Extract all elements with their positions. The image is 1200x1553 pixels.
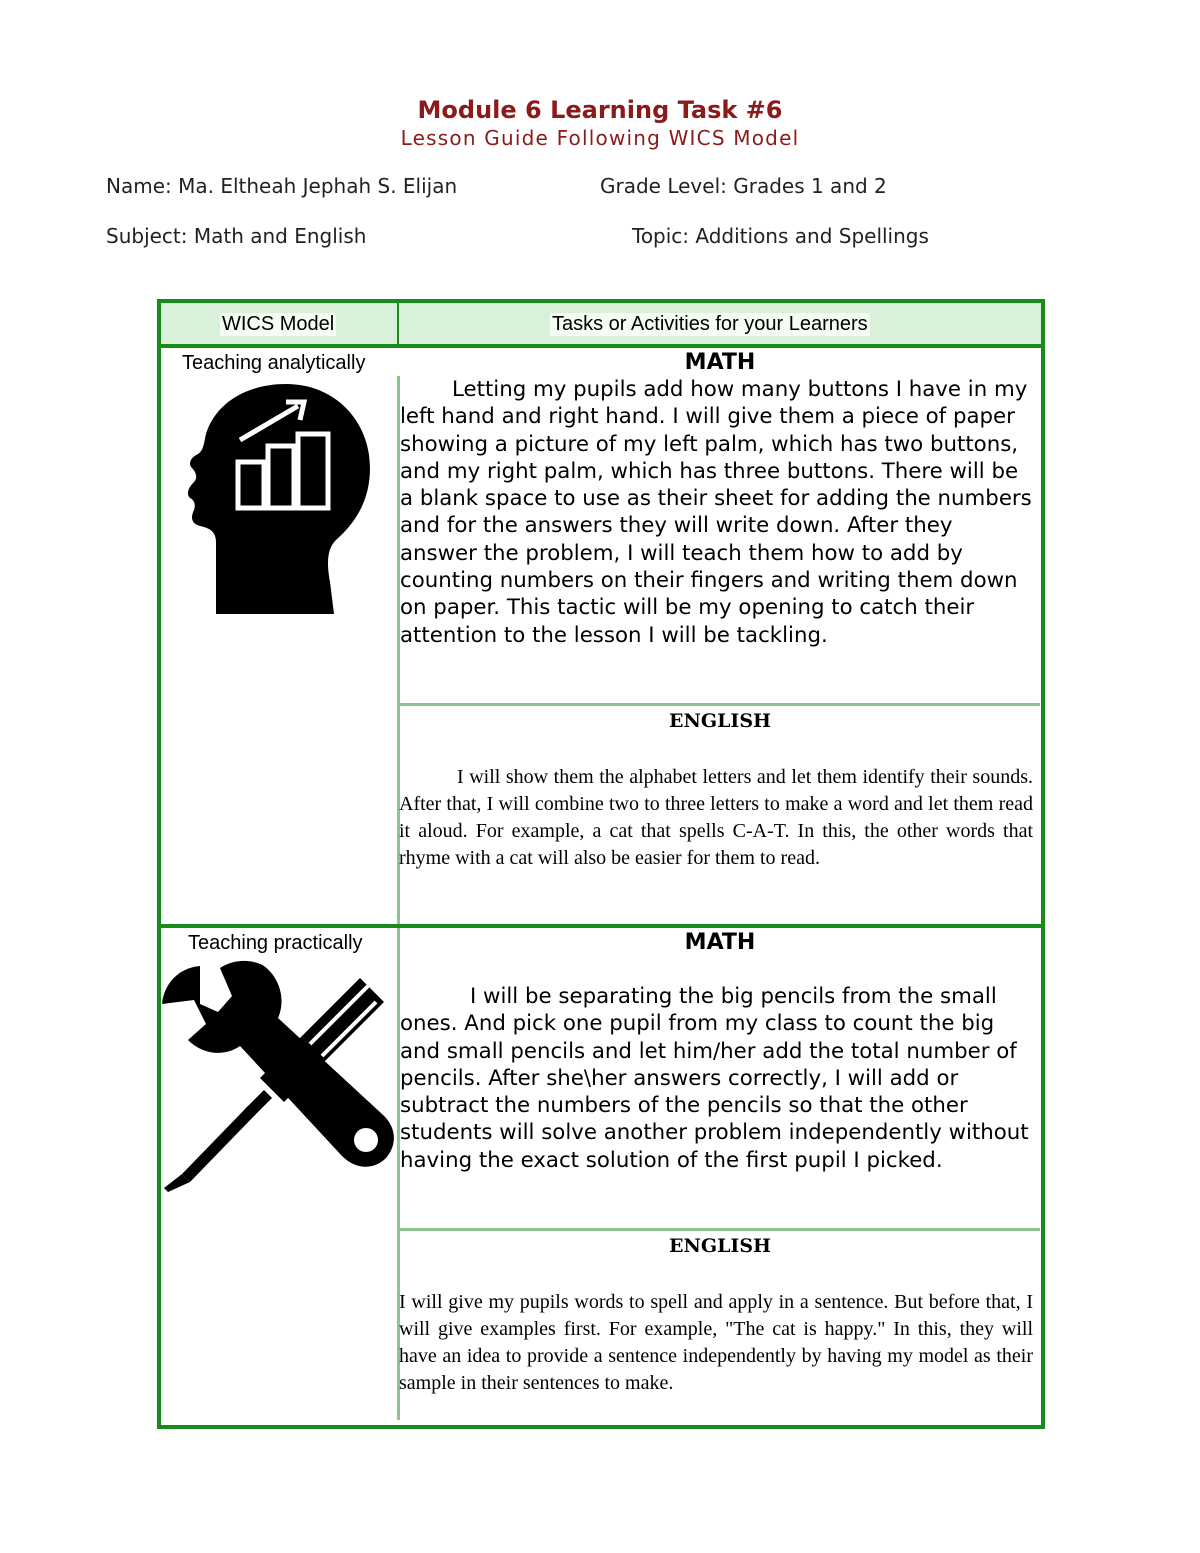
document-subtitle: Lesson Guide Following WICS Model [400,126,800,150]
row-divider [161,924,1041,928]
head-chart-icon [186,382,372,614]
label-teaching-analytically: Teaching analytically [182,352,366,374]
grade-level-field: Grade Level: Grades 1 and 2 [600,174,887,198]
header-wics-model: WICS Model [222,313,335,335]
row2-math-text: I will be separating the big pencils from the small ones. And pick one pupil from my class to count the big and small pencils and let him/her add the total number of pencils. After she\her answers correctly, I will add or subtract the numbers of the pencils so that the other students will solve another problem independently without having the exact solution of the first pupil I picked. [400,984,1029,1173]
row1-math-text: Letting my pupils add how many buttons I have in my left hand and right hand. I will give them a piece of paper showing a picture of my left palm, which has two buttons, and my right palm, which has three buttons. There will be a blank space to use as their sheet for adding the numbers and for the answers they will write down. After they answer the problem, I will teach them how to add by counting numbers on their fingers and writing them down on paper. This tactic will be my opening to catch their attention to the lesson I will be tackling. [400,377,1032,648]
document-title: Module 6 Learning Task #6 [417,96,783,124]
label-teaching-practically: Teaching practically [188,932,363,954]
row2-math-heading: MATH [684,930,756,955]
header-tasks: Tasks or Activities for your Learners [552,313,868,335]
subject-field: Subject: Math and English [106,224,367,248]
row2-english-heading: ENGLISH [669,1235,771,1257]
wrench-screwdriver-icon [160,960,400,1196]
name-field: Name: Ma. Eltheah Jephah S. Elijan [106,174,458,198]
row1-english-text: I will show them the alphabet letters and let them identify their sounds. After that, I will combine two to three letters to make a word and let them read it aloud. For example, a cat that spells C-A-T. In this, the other words that rhyme with a cat will also be easier for them to read. [399,766,1033,869]
row1-math-heading: MATH [684,350,756,375]
topic-field: Topic: Additions and Spellings [632,224,929,248]
row1-subdivider [399,703,1040,706]
row1-english-heading: ENGLISH [669,710,771,732]
row2-english-text: I will give my pupils words to spell and apply in a sentence. But before that, I will give examples first. For example, "The cat is happy." In this, they will have an idea to provide a sentence independently by having my model as their sample in their sentences to make. [399,1291,1033,1394]
column-divider-header [397,303,399,346]
row2-subdivider [399,1228,1040,1231]
